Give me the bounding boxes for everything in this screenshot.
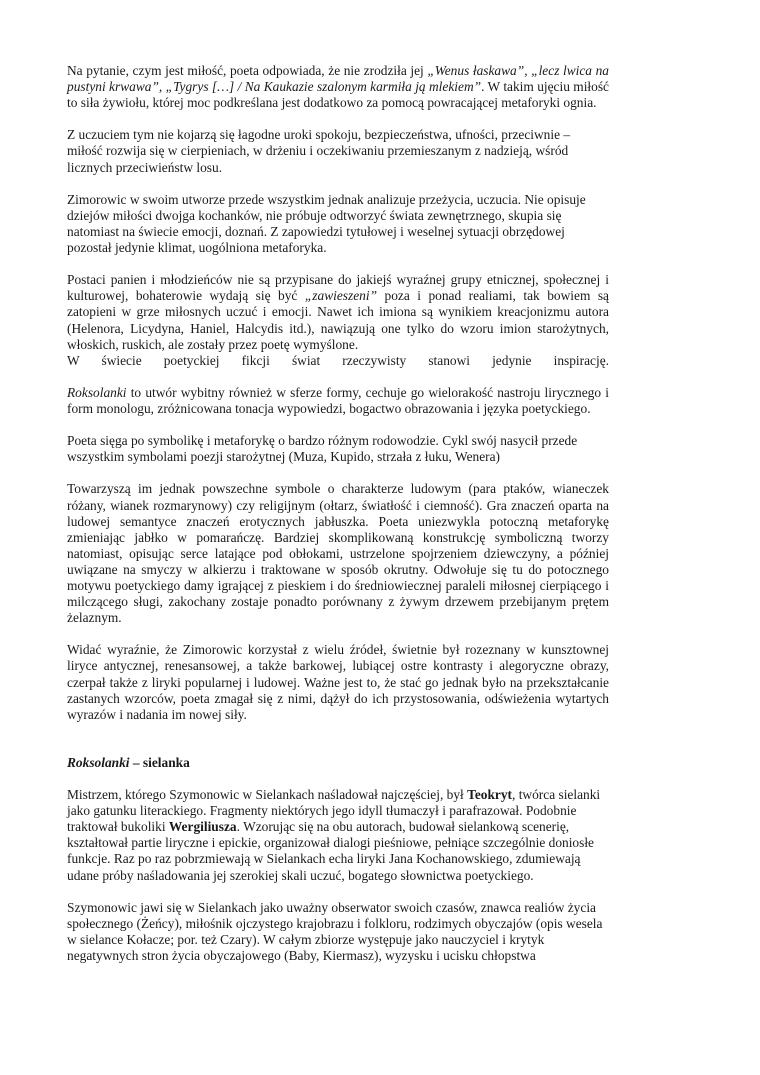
title-roksolanki: Roksolanki xyxy=(67,384,127,400)
paragraph-symbolism: Poeta sięga po symbolikę i metaforykę o bardzo różnym rodowodzie. Cykl swój nasycił przede wszystkim symbolami poezji starożytnej (Muza, Kupido, strzała z łuku, Wenera) xyxy=(67,433,578,465)
name-wergiliusz: Wergiliusza xyxy=(168,819,237,835)
paragraph-love-definition: Na pytanie, czym jest miłość, poeta odpowiada, że nie zrodziła jej „Wenus łaskawa”, „lecz lwica na pustyni krwawa”, „Tygrys […] / Na Kaukazie szalonym karmiła ją mlekiem”. W takim ujęciu miłość to siła żywiołu, której moc podkreślana jest dodatkowo za pomocą powracającej metaforyki ognia. xyxy=(67,63,609,111)
quote-wenus: „Wenus łaskawa”, „lecz lwica na pustyni krwawa”, „Tygrys […] / Na Kaukazie szalonym karmiła ją mlekiem” xyxy=(67,63,609,95)
paragraph-inspiration: W świecie poetyckiej fikcji świat rzeczywisty stanowi jedynie inspirację. xyxy=(67,352,609,368)
quote-zawieszeni: „zawieszeni” xyxy=(304,288,378,304)
paragraph-characters: Postaci panien i młodzieńców nie są przypisane do jakiejś wyraźnej grupy etnicznej, społecznej i kulturowej, bohaterowie wydają się być „zawieszeni” poza i ponad realiami, tak bowiem są zatopieni w grze miłosnych uczuć i emocji. Nawet ich imiona są wynikiem kreacjonizmu autora (Helenora, Licydyna, Haniel, Halcydis itd.), nawiązują one tylko do wzoru imion starożytnych, włoskich, ruskich, ale zostały przez poetę wymyślone. xyxy=(67,272,609,352)
section-heading: Roksolanki – sielanka xyxy=(67,754,190,770)
paragraph-folk-symbols: Towarzyszą im jednak powszechne symbole o charakterze ludowym (para ptaków, wianeczek różany, wianek rozmarynowy) czy religijnym (ołtarz, światłość i ciemność). Gra znaczeń oparta na ludowej semantyce znaczeń erotycznych jabłuszka. Poeta uniezwykla potoczną metaforykę zmieniając jabłko w pomarańczę. Bardziej skomplikowaną konstrukcję symboliczną tworzy natomiast, opisując serce latające pod obłokami, ustrzelone spojrzeniem dziewczyny, a później uwiązane na smyczy w alkierzu i traktowane w sposób okrutny. Odwołuje się tu do potocznego motywu poetyckiego damy igrającej z pieskiem i do średniowiecznej paraleli miłosnej cierpiącego i milczącego sługi, zakochany zostaje ponadto porównany z żywym drzewem przebijanym prętem żelaznym. xyxy=(67,481,609,626)
paragraph-form: Roksolanki to utwór wybitny również w sferze formy, cechuje go wielorakość nastroju lirycznego i form monologu, zróżnicowana tonacja wypowiedzi, bogactwo obrazowania i języka poetyckiego. xyxy=(67,384,609,416)
name-teokryt: Teokryt xyxy=(467,787,513,803)
paragraph-suffering: Z uczuciem tym nie kojarzą się łagodne uroki spokoju, bezpieczeństwa, ufności, przeciwnie – miłość rozwija się w cierpieniach, w drżeniu i oczekiwaniu przemieszanym z nadzieją, wśród licznych przeciwieństw losu. xyxy=(67,127,571,175)
heading-title: Roksolanki xyxy=(67,754,130,770)
paragraph-observer: Szymonowic jawi się w Sielankach jako uważny obserwator swoich czasów, znawca realiów życia społecznego (Żeńcy), miłośnik ojczystego krajobrazu i folkloru, rodzimych obyczajów (opis wesela w sielance Kołacze; por. też Czary). W całym zbiorze występuje jako nauczyciel i krytyk negatywnych stron życia obyczajowego (Baby, Kiermasz), wyzysku i ucisku chłopstwa xyxy=(67,899,603,963)
paragraph-teokryt: Mistrzem, którego Szymonowic w Sielankach naśladował najczęściej, był Teokryt, twórca sielanki jako gatunku literackiego. Fragmenty niektórych jego idyll tłumaczył i parafrazował. Podobnie traktował bukoliki Wergiliusza. Wzorując się na obu autorach, budował sielankową scenerię, kształtował partie liryczne i epickie, organizował dialogi pieśniowe, pełniące szczególnie doniosłe funkcje. Raz po raz pobrzmiewają w Sielankach echa liryki Jana Kochanowskiego, zdumiewają udane próby naśladowania jej szerokiej skali uczuć, bogatego słownictwa poetyckiego. xyxy=(67,787,601,883)
paragraph-sources: Widać wyraźnie, że Zimorowic korzystał z wielu źródeł, świetnie był rozeznany w kunsztownej liryce antycznej, renesansowej, a także barkowej, lubiącej ostre kontrasty i alegoryczne obrazy, czerpał także z liryki popularnej i ludowej. Ważne jest to, że stać go jednak było na przekształcanie zastanych wzorców, poeta zmagał się z nimi, dążył do ich przystosowania, odświeżenia wytartych wyrazów i nadania im nowej siły. xyxy=(67,642,609,722)
paragraph-emotions: Zimorowic w swoim utworze przede wszystkim jednak analizuje przeżycia, uczucia. Nie opisuje dziejów miłości dwojga kochanków, nie próbuje odtworzyć świata zewnętrznego, skupia się natomiast na świecie emocji, doznań. Z zapowiedzi tytułowej i weselnej sytuacji obrzędowej pozostał jedynie klimat, uogólniona metaforyka. xyxy=(67,191,586,256)
